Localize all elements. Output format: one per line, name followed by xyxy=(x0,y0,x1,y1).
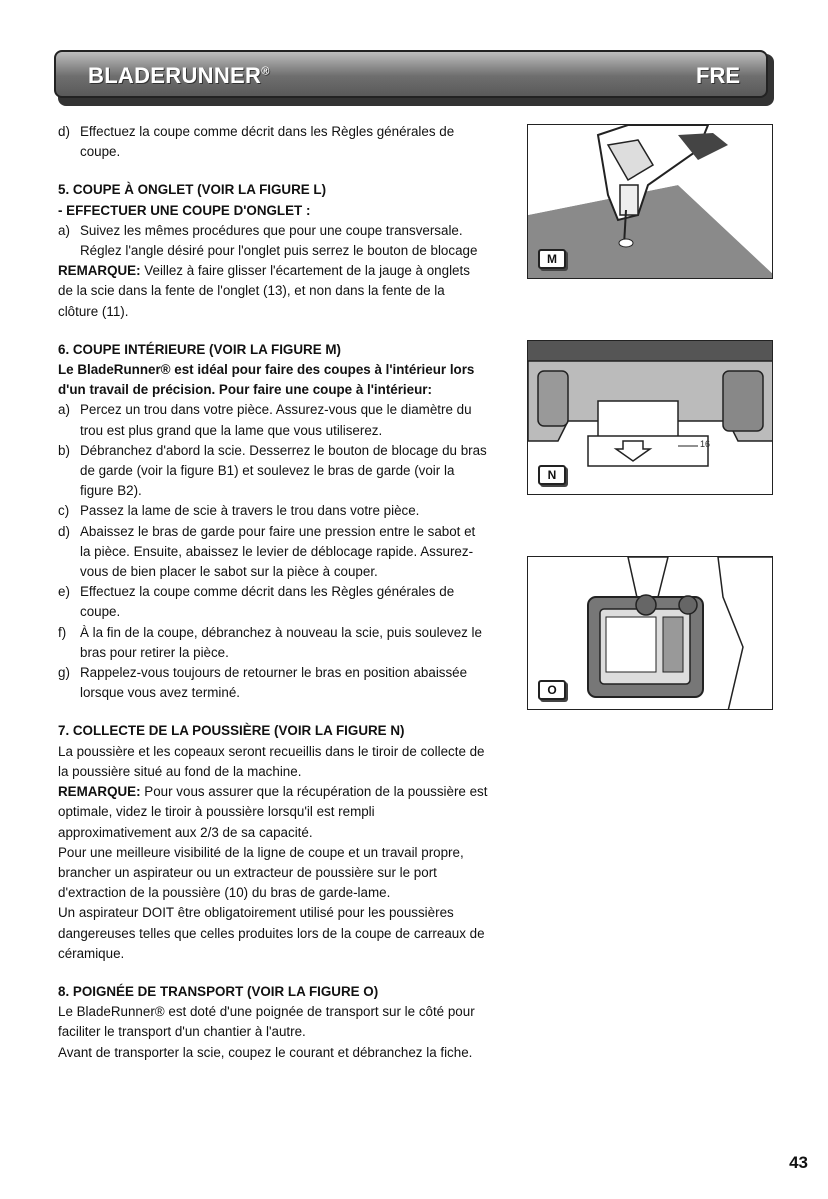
figure-m xyxy=(527,124,773,279)
paragraph: Le BladeRunner® est doté d'une poignée de transport sur le côté pour faciliter le transport d'un chantier à l'autre. xyxy=(58,1004,475,1040)
figure-o xyxy=(527,556,773,710)
figure-n-label: N xyxy=(538,465,566,485)
text-column xyxy=(58,122,488,1063)
language-code: FRE xyxy=(696,63,740,88)
section-6-title: 6. COUPE INTÉRIEURE (VOIR LA FIGURE M) xyxy=(58,341,341,357)
list-item: b) Débranchez d'abord la scie. Desserrez le bouton de blocage du bras de garde (voir la figure B1) et soulevez le bras de garde (voir la figure B2). xyxy=(58,442,487,499)
paragraph: Un aspirateur DOIT être obligatoirement utilisé pour les poussières dangereuses telles que celles produites lors de la coupe de carreaux de céramique. xyxy=(58,905,485,961)
list-item: a) Percez un trou dans votre pièce. Assurez-vous que le diamètre du trou est plus grand que la lame que vous utiliserez. xyxy=(58,402,472,438)
list-item: e) Effectuez la coupe comme décrit dans les Règles générales de coupe. xyxy=(58,584,455,620)
page-header xyxy=(54,50,768,98)
note: REMARQUE: Veillez à faire glisser l'écartement de la jauge à onglets de la scie dans la fente de l'onglet (13), et non dans la fente de la clôture (11). xyxy=(58,263,470,319)
section-7-title: 7. COLLECTE DE LA POUSSIÈRE (VOIR LA FIGURE N) xyxy=(58,723,405,739)
figure-n xyxy=(527,340,773,495)
paragraph: La poussière et les copeaux seront recueillis dans le tiroir de collecte de la poussière situé au fond de la machine. xyxy=(58,743,485,779)
paragraph: Avant de transporter la scie, coupez le courant et débranchez la fiche. xyxy=(58,1044,473,1060)
figure-n-callout: 16 xyxy=(700,439,711,449)
section-5-subtitle: - EFFECTUER UNE COUPE D'ONGLET : xyxy=(58,202,311,218)
page-number: 43 xyxy=(789,1153,808,1172)
list-item: d) Abaissez le bras de garde pour faire une pression entre le sabot et la pièce. Ensuite, abaissez le levier de déblocage rapide. Assurez-vous de bien placer le sabot sur la pièce à couper. xyxy=(58,523,476,580)
section-6-lead: Le BladeRunner® est idéal pour faire des coupes à l'intérieur lors d'un travail de précision. Pour faire une coupe à l'intérieur: xyxy=(58,362,475,398)
figure-o-label: O xyxy=(538,680,566,700)
figure-m-label: M xyxy=(538,249,566,269)
list-item: c) Passez la lame de scie à travers le trou dans votre pièce. xyxy=(58,503,420,519)
paragraph: Pour une meilleure visibilité de la ligne de coupe et un travail propre, brancher un aspirateur ou un extracteur de poussière sur le port d'extraction de la poussière (10) du bras de garde-lame. xyxy=(58,844,464,901)
list-item: g) Rappelez-vous toujours de retourner le bras en position abaissée lorsque vous avez terminé. xyxy=(58,665,468,701)
section-8-title: 8. POIGNÉE DE TRANSPORT (VOIR LA FIGURE O) xyxy=(58,983,379,999)
list-item: d) Effectuez la coupe comme décrit dans les Règles générales de coupe. xyxy=(58,124,455,160)
brand-title: BLADERUNNER® xyxy=(88,63,270,88)
note: REMARQUE: Pour vous assurer que la récupération de la poussière est optimale, videz le tiroir à poussière lorsqu'il est rempli approximativement aux 2/3 de sa capacité. xyxy=(58,784,488,840)
section-5-title: 5. COUPE À ONGLET (VOIR LA FIGURE L) xyxy=(58,182,327,198)
list-item: f) À la fin de la coupe, débranchez à nouveau la scie, puis soulevez le bras pour retirer la pièce. xyxy=(58,624,482,660)
list-item: a) Suivez les mêmes procédures que pour une coupe transversale. Réglez l'angle désiré pour l'onglet puis serrez le bouton de blocage xyxy=(58,222,478,259)
